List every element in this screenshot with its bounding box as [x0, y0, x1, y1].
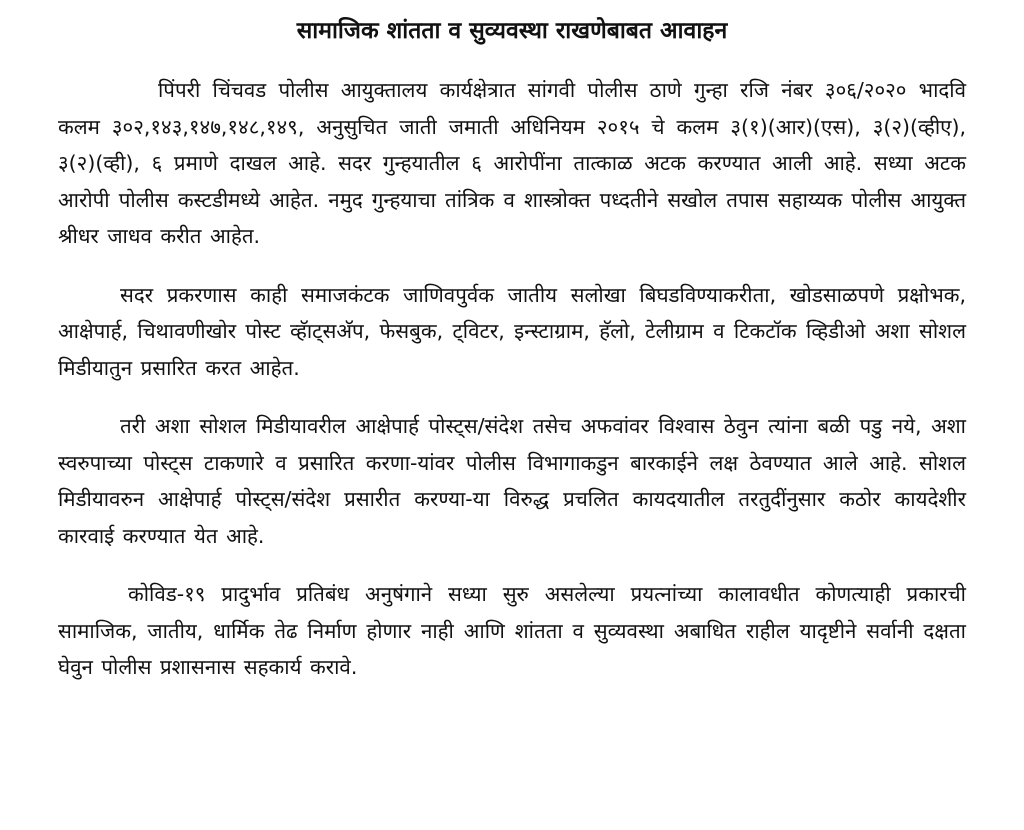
- paragraph-warning-action: तरी अशा सोशल मिडीयावरील आक्षेपार्ह पोस्ट्स/संदेश तसेच अफवांवर विश्वास ठेवुन त्यांना बळी पडु नये, अशा स्वरुपाच्या पोस्ट्स टाकणारे व प्रसारित करणा-यांवर पोलीस विभागाकडुन बारकाईने लक्ष ठेवण्यात आले आहे. सोशल मिडीयावरुन आक्षेपार्ह पोस्ट्स/संदेश प्रसारीत करण्या-या विरुद्ध प्रचलित कायदयातील तरतुदींनुसार कठोर कायदेशीर कारवाई करण्यात येत आहे.: [58, 414, 966, 548]
- document-title: सामाजिक शांतता व सुव्यवस्था राखणेबाबत आवाहन: [296, 18, 728, 44]
- paragraph-covid-appeal: कोविड-१९ प्रादुर्भाव प्रतिबंध अनुषंगाने सध्या सुरु असलेल्या प्रयत्नांच्या कालावधीत कोणत्याही प्रकारची सामाजिक, जातीय, धार्मिक तेढ निर्माण होणार नाही आणि शांतता व सुव्यवस्था अबाधित राहील यादृष्टीने सर्वानी दक्षता घेवुन पोलीस प्रशासनास सहकार्य करावे.: [58, 582, 966, 679]
- paragraph-social-media-misuse: सदर प्रकरणास काही समाजकंटक जाणिवपुर्वक जातीय सलोखा बिघडविण्याकरीता, खोडसाळपणे प्रक्षोभक, आक्षेपार्ह, चिथावणीखोर पोस्ट व्हॅाट्सअ‍ॅप, फेसबुक, ट्विटर, इन्स्टाग्राम, हॅलो, टेलीग्राम व टिकटॉक व्हिडीओ अशा सोशल मिडीयातुन प्रसारित करत आहेत.: [58, 282, 966, 380]
- paragraph-case-details: पिंपरी चिंचवड पोलीस आयुक्तालय कार्यक्षेत्रात सांगवी पोलीस ठाणे गुन्हा रजि नंबर ३०६/२०२० भादवि कलम ३०२,१४३,१४७,१४८,१४९, अनुसुचित जाती जमाती अधिनियम २०१५ चे कलम ३(१)(आर)(एस), ३(२)(व्हीए), ३(२)(व्ही), ६ प्रमाणे दाखल आहे. सदर गुन्हयातील ६ आरोपींना तात्काळ अटक करण्यात आली आहे. सध्या अटक आरोपी पोलीस कस्टडीमध्ये आहेत. नमुद गुन्हयाचा तांत्रिक व शास्त्रोक्त पध्दतीने सखोल तपास सहाय्यक पोलीस आयुक्त श्रीधर जाधव करीत आहेत.: [58, 78, 966, 248]
